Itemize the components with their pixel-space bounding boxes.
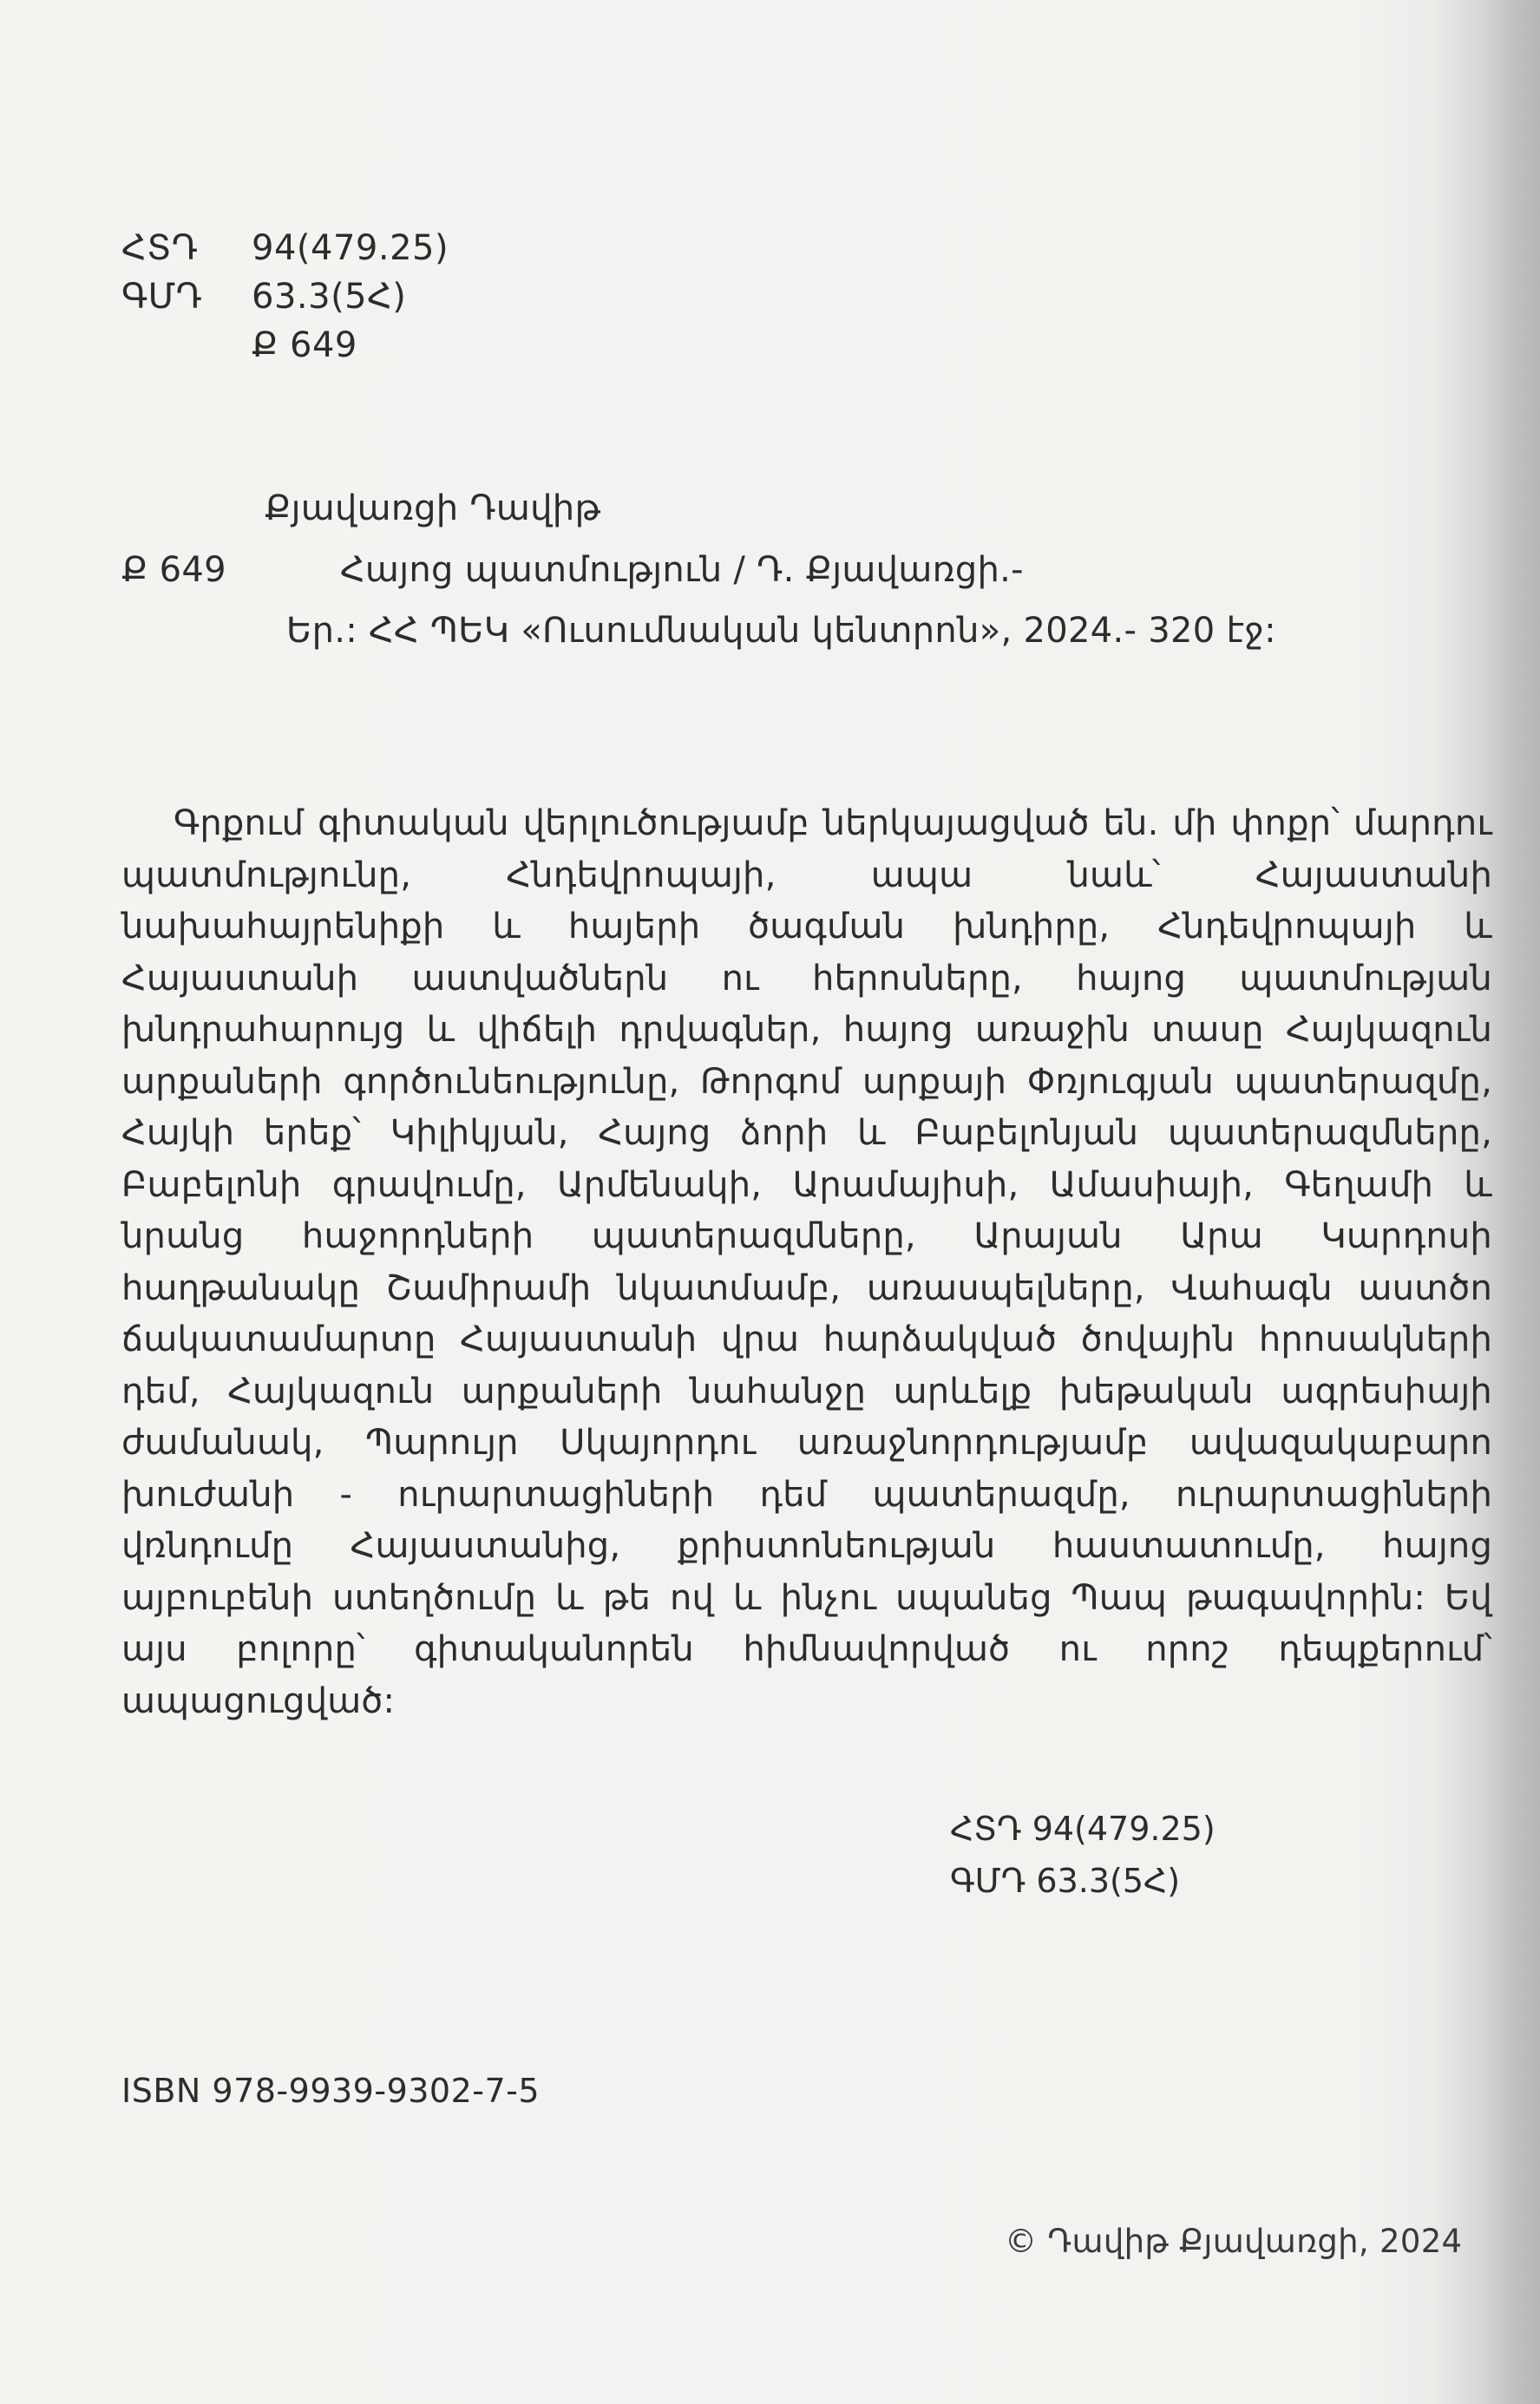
classification-block-top — [121, 224, 449, 370]
classification-block-bottom — [950, 1803, 1216, 1907]
catalog-title-line: Հայոց պատմություն / Դ. Քյավառցի.- — [340, 550, 1024, 590]
catalog-imprint-line: Եր.: ՀՀ ՊԵԿ «Ուսումնական կենտրոն», 2024.- 320 էջ: — [286, 611, 1276, 651]
annotation-paragraph: Գրքում գիտական վերլուծությամբ ներկայացված են. մի փոքր՝ մարդու պատմությունը, Հնդեվրոպայի, ապա նաև՝ Հայաստանի նախահայրենիքի և հայերի ծագման խնդիրը, Հնդեվրոպայի և Հայաստանի աստվածներն ու հերոսները, հայոց պատմության խնդրահարույց և վիճելի դրվագներ, հայոց առաջին տասը Հայկազուն արքաների գործունեությունը, Թորգոմ արքայի Փռյուգյան պատերազմը, Հայկի երեք՝ Կիլիկյան, Հայոց ձորի և Բաբելոնյան պատերազմները, Բաբելոնի գրավումը, Արմենակի, Արամայիսի, Ամասիայի, Գեղամի և նրանց հաջորդների պատերազմները, Արայան Արա Կարդոսի հաղթանակը Շամիրամի նկատմամբ, առասպելները, Վահագն աստծո ճակատամարտը Հայաստանի վրա հարձակված ծովային հրոսակների դեմ, Հայկազուն արքաների նահանջը արևելք խեթական ագրեսիայի ժամանակ, Պարույր Սկայորդու առաջնորդությամբ ավազակաբարո խուժանի - ուրարտացիների դեմ պատերազմը, ուրարտացիների վռնդումը Հայաստանից, քրիստոնեության հաստատումը, հայոց այբուբենի ստեղծումը և թե ով և ինչու սպանեց Պապ թագավորին: Եվ այս բոլորը՝ գիտականորեն հիմնավորված ու որոշ դեպքերում՝ ապացուցված: — [121, 803, 1492, 1721]
author-mark-row — [121, 321, 449, 370]
author-mark-top: Ք 649 — [252, 325, 357, 365]
udc-value: 94(479.25) — [252, 228, 449, 268]
copyright-notice: © Դավիթ Քյավառցի, 2024 — [1005, 2223, 1463, 2260]
bbk-value: 63.3(5Հ) — [252, 277, 407, 317]
bbk-row — [121, 272, 449, 321]
bbk-label: ԳՄԴ — [121, 277, 203, 317]
bbk-line: ԳՄԴ 63.3(5Հ) — [950, 1862, 1181, 1900]
udc-row — [121, 224, 449, 272]
isbn-number: ISBN 978-9939-9302-7-5 — [121, 2072, 541, 2110]
udc-line: ՀՏԴ 94(479.25) — [950, 1810, 1216, 1848]
catalog-author: Քյավառցի Դավիթ — [265, 488, 601, 528]
catalog-author-mark: Ք 649 — [121, 550, 226, 590]
udc-label: ՀՏԴ — [121, 228, 199, 268]
